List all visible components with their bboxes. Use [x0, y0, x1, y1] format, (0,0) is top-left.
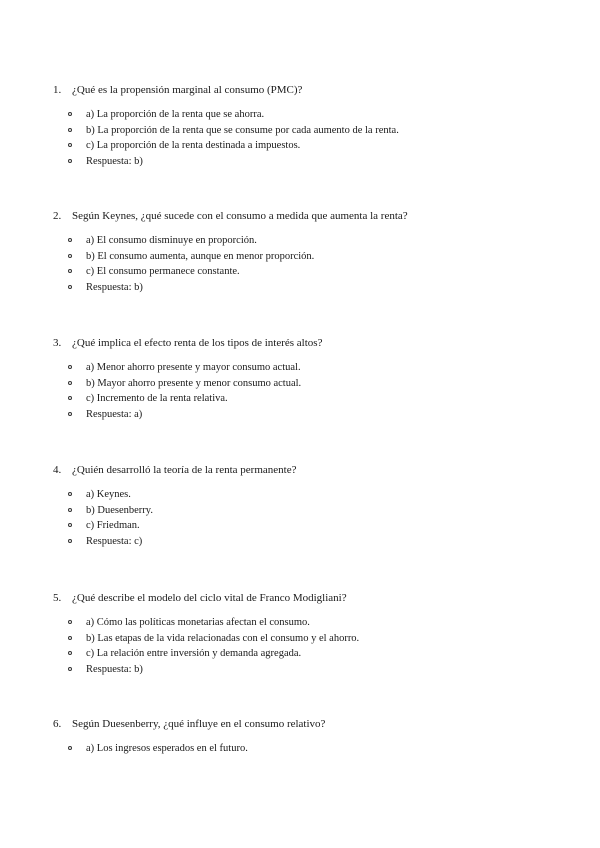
- question-line: [0, 208, 600, 224]
- hollow-circle-bullet-icon: [68, 412, 72, 416]
- question-line: [0, 335, 600, 351]
- question-text: Según Keynes, ¿qué sucede con el consumo a medida que aumenta la renta?: [72, 210, 408, 222]
- answer-item: [0, 534, 600, 550]
- option-item: [0, 264, 600, 280]
- option-item: [0, 487, 600, 503]
- question-line: [0, 590, 600, 606]
- hollow-circle-bullet-icon: [68, 636, 72, 640]
- option-text: c) La relación entre inversión y demanda agregada.: [86, 648, 302, 659]
- hollow-circle-bullet-icon: [68, 539, 72, 543]
- question-number: 1.: [53, 84, 62, 96]
- hollow-circle-bullet-icon: [68, 159, 72, 163]
- question-number: 5.: [53, 592, 62, 604]
- option-item: [0, 249, 600, 265]
- option-text: b) El consumo aumenta, aunque en menor proporción.: [86, 250, 315, 262]
- hollow-circle-bullet-icon: [68, 620, 72, 624]
- option-item: [0, 376, 600, 392]
- question-number: 2.: [53, 210, 62, 222]
- option-text: a) El consumo disminuye en proporción.: [86, 235, 257, 246]
- option-item: [0, 741, 600, 757]
- question-6: [0, 716, 600, 754]
- hollow-circle-bullet-icon: [68, 746, 72, 750]
- options-list: [0, 107, 600, 169]
- question-number: 6.: [53, 718, 62, 730]
- question-line: [0, 82, 600, 98]
- question-1: [0, 82, 600, 167]
- answer-text: Respuesta: b): [86, 155, 143, 167]
- answer-item: [0, 280, 600, 296]
- answer-item: [0, 407, 600, 423]
- hollow-circle-bullet-icon: [68, 667, 72, 671]
- question-text: ¿Qué implica el efecto renta de los tipos de interés altos?: [72, 337, 323, 349]
- option-text: b) Mayor ahorro presente y menor consumo actual.: [86, 377, 302, 389]
- option-item: [0, 615, 600, 631]
- hollow-circle-bullet-icon: [68, 254, 72, 258]
- question-4: [0, 462, 600, 547]
- option-text: c) Friedman.: [86, 520, 140, 531]
- answer-item: [0, 662, 600, 678]
- answer-text: Respuesta: c): [86, 535, 143, 547]
- hollow-circle-bullet-icon: [68, 381, 72, 385]
- option-item: [0, 518, 600, 534]
- question-text: ¿Quién desarrolló la teoría de la renta permanente?: [72, 464, 297, 476]
- option-item: [0, 138, 600, 154]
- option-item: [0, 123, 600, 139]
- question-line: [0, 716, 600, 732]
- option-text: c) El consumo permanece constante.: [86, 266, 240, 277]
- option-text: b) Las etapas de la vida relacionadas con el consumo y el ahorro.: [86, 632, 360, 644]
- option-text: c) La proporción de la renta destinada a impuestos.: [86, 140, 301, 151]
- option-item: [0, 233, 600, 249]
- hollow-circle-bullet-icon: [68, 112, 72, 116]
- answer-text: Respuesta: a): [86, 408, 143, 420]
- option-item: [0, 391, 600, 407]
- hollow-circle-bullet-icon: [68, 492, 72, 496]
- options-list: [0, 360, 600, 422]
- question-text: ¿Qué es la propensión marginal al consumo (PMC)?: [72, 84, 303, 96]
- option-text: c) Incremento de la renta relativa.: [86, 393, 228, 404]
- option-item: [0, 631, 600, 647]
- hollow-circle-bullet-icon: [68, 396, 72, 400]
- question-5: [0, 590, 600, 675]
- option-text: a) La proporción de la renta que se ahorra.: [86, 109, 265, 120]
- hollow-circle-bullet-icon: [68, 128, 72, 132]
- question-text: Según Duesenberry, ¿qué influye en el consumo relativo?: [72, 718, 326, 730]
- option-text: b) Duesenberry.: [86, 504, 153, 516]
- question-line: [0, 462, 600, 478]
- hollow-circle-bullet-icon: [68, 143, 72, 147]
- question-3: [0, 335, 600, 420]
- option-item: [0, 646, 600, 662]
- option-item: [0, 503, 600, 519]
- option-text: a) Keynes.: [86, 489, 131, 500]
- option-item: [0, 107, 600, 123]
- hollow-circle-bullet-icon: [68, 238, 72, 242]
- hollow-circle-bullet-icon: [68, 651, 72, 655]
- option-text: a) Los ingresos esperados en el futuro.: [86, 743, 248, 754]
- hollow-circle-bullet-icon: [68, 269, 72, 273]
- options-list: [0, 233, 600, 295]
- options-list: [0, 615, 600, 677]
- hollow-circle-bullet-icon: [68, 508, 72, 512]
- option-text: a) Menor ahorro presente y mayor consumo actual.: [86, 362, 301, 373]
- answer-item: [0, 154, 600, 170]
- question-2: [0, 208, 600, 293]
- options-list: [0, 487, 600, 549]
- option-text: b) La proporción de la renta que se consume por cada aumento de la renta.: [86, 124, 399, 136]
- question-number: 4.: [53, 464, 62, 476]
- hollow-circle-bullet-icon: [68, 365, 72, 369]
- hollow-circle-bullet-icon: [68, 523, 72, 527]
- hollow-circle-bullet-icon: [68, 285, 72, 289]
- option-item: [0, 360, 600, 376]
- option-text: a) Cómo las políticas monetarias afectan el consumo.: [86, 617, 310, 628]
- question-text: ¿Qué describe el modelo del ciclo vital de Franco Modigliani?: [72, 592, 347, 604]
- options-list: [0, 741, 600, 757]
- answer-text: Respuesta: b): [86, 663, 143, 675]
- answer-text: Respuesta: b): [86, 281, 143, 293]
- question-number: 3.: [53, 337, 62, 349]
